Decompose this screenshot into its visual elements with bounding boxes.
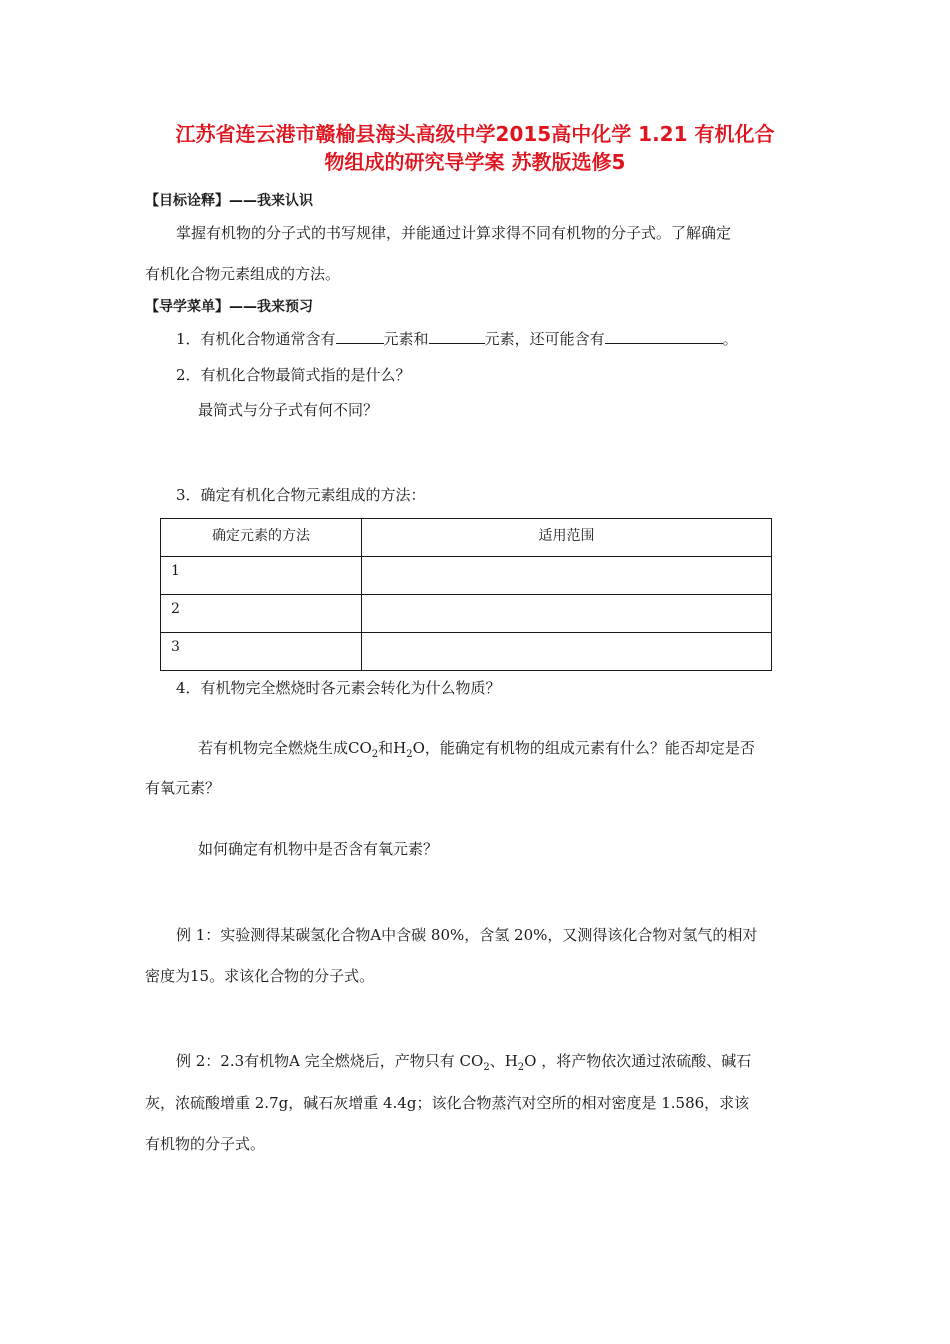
q4-sub-subscript-b: 2 bbox=[406, 749, 413, 760]
table-cell-scope[interactable] bbox=[362, 595, 772, 633]
q4-sub-text-c: O，能确定有机物的组成元素有什么？能否却定是否 bbox=[412, 739, 755, 757]
example-2-text-c: O ，将产物依次通过浓硫酸、碱石 bbox=[524, 1052, 752, 1070]
q4-sub-text-b: 和H bbox=[378, 739, 407, 757]
example-2-line1 bbox=[176, 1050, 751, 1073]
example-2-text-a: 例 2：2.3有机物A 完全燃烧后，产物只有 CO bbox=[176, 1052, 484, 1070]
q4-sub-text-a: 若有机物完全燃烧生成CO bbox=[198, 739, 372, 757]
example-2-subscript-2: 2 bbox=[517, 1062, 525, 1073]
example-2-text-b: 、H bbox=[489, 1052, 518, 1070]
page-title-line2: 物组成的研究导学案 苏教版选修5 bbox=[324, 150, 626, 174]
question-1 bbox=[176, 328, 738, 349]
table-cell-scope[interactable] bbox=[362, 557, 772, 595]
example-1-line2: 密度为15。求该化合物的分子式。 bbox=[145, 967, 375, 985]
goal-heading: 【目标诠释】——我来认识 bbox=[145, 193, 313, 209]
page-title-line1: 江苏省连云港市赣榆县海头高级中学2015高中化学 1.21 有机化合 bbox=[175, 122, 775, 146]
question-4-sub-line2: 有氧元素？ bbox=[145, 779, 221, 797]
question-4-sub-line1 bbox=[198, 737, 755, 760]
table-row bbox=[161, 595, 772, 633]
question-1-text-d: 。 bbox=[722, 330, 738, 348]
table-cell-index[interactable]: 2 bbox=[161, 595, 362, 633]
answer-blank-1[interactable] bbox=[336, 329, 384, 344]
question-4: 4．有机物完全燃烧时各元素会转化为什么物质？ bbox=[176, 679, 501, 697]
table-cell-scope[interactable] bbox=[362, 633, 772, 671]
answer-blank-2[interactable] bbox=[429, 329, 485, 344]
method-table bbox=[160, 518, 772, 671]
example-2-line2: 灰，浓硫酸增重 2.7g，碱石灰增重 4.4g；该化合物蒸汽对空所的相对密度是 1.586，求该 bbox=[145, 1094, 750, 1112]
answer-blank-3[interactable] bbox=[605, 329, 723, 344]
table-header-scope: 适用范围 bbox=[362, 519, 772, 557]
example-1-line1: 例 1：实验测得某碳氢化合物A中含碳 80%，含氢 20%，又测得该化合物对氢气的相对 bbox=[176, 926, 758, 944]
question-1-text-a: 1．有机化合物通常含有 bbox=[176, 330, 336, 348]
question-1-text-b: 元素和 bbox=[383, 330, 429, 348]
table-header-method: 确定元素的方法 bbox=[161, 519, 362, 557]
question-3: 3．确定有机化合物元素组成的方法： bbox=[176, 486, 426, 504]
table-cell-index[interactable]: 3 bbox=[161, 633, 362, 671]
question-2: 2．有机化合物最简式指的是什么？ bbox=[176, 366, 411, 384]
table-row bbox=[161, 557, 772, 595]
question-1-text-c: 元素，还可能含有 bbox=[484, 330, 605, 348]
example-2-line3: 有机物的分子式。 bbox=[145, 1135, 266, 1153]
question-4-sub2: 如何确定有机物中是否含有氧元素？ bbox=[198, 840, 439, 858]
guide-heading: 【导学菜单】——我来预习 bbox=[145, 299, 313, 315]
goal-text-line2: 有机化合物元素组成的方法。 bbox=[145, 265, 341, 283]
table-row bbox=[161, 633, 772, 671]
example-2-subscript-1: 2 bbox=[483, 1062, 490, 1073]
table-cell-index[interactable]: 1 bbox=[161, 557, 362, 595]
q4-sub-subscript-a: 2 bbox=[371, 749, 379, 760]
question-2-sub: 最简式与分子式有何不同？ bbox=[198, 401, 379, 419]
table-header-row bbox=[161, 519, 772, 557]
goal-text-line1: 掌握有机物的分子式的书写规律，并能通过计算求得不同有机物的分子式。了解确定 bbox=[176, 224, 732, 242]
